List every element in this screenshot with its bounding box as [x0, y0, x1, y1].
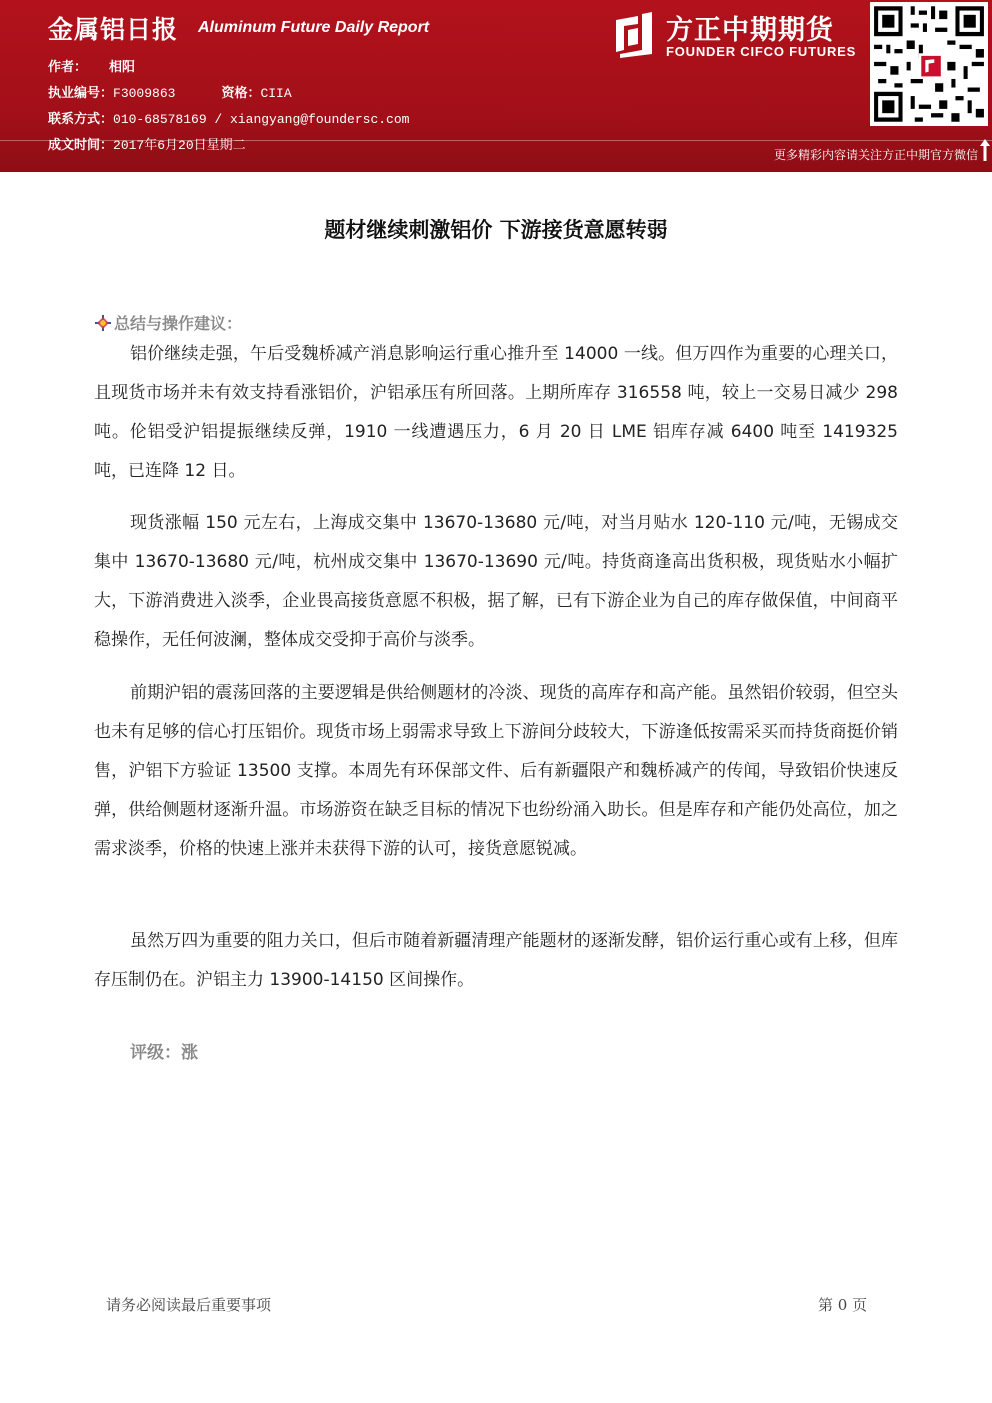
contact-label: 联系方式： — [48, 112, 114, 127]
company-logo — [608, 8, 868, 68]
paragraph-2: 现货涨幅 150 元左右，上海成交集中 13670-13680 元/吨，对当月贴水 120-110 元/吨，无锡成交集中 13670-13680 元/吨，杭州成交集中 13670-13690 元/吨。持货商逢高出货积极，现货贴水小幅扩大，下游消费进入淡季，企业畏高接货意愿不积极，据了解，已有下游企业为自己的库存做保值，中间商平稳操作，无任何波澜，整体成交受抑于高价与淡季。 — [94, 513, 898, 650]
contact-line — [48, 108, 409, 127]
qualification-label: 资格： — [221, 86, 261, 101]
report-header — [0, 0, 992, 172]
logo-text-en: FOUNDER CIFCO FUTURES — [666, 44, 857, 59]
paragraph-3: 前期沪铝的震荡回落的主要逻辑是供给侧题材的冷淡、现货的高库存和高产能。虽然铝价较弱，但空头也未有足够的信心打压铝价。现货市场上弱需求导致上下游间分歧较大，下游逢低按需采买而持货商挺价销售，沪铝下方验证 13500 支撑。本周先有环保部文件、后有新疆限产和魏桥减产的传闻，导致铝价快速反弹，供给侧题材逐渐升温。市场游资在缺乏目标的情况下也纷纷涌入助长。但是库存和产能仍处高位，加之需求淡季，价格的快速上涨并未获得下游的认可，接货意愿锐减。 — [94, 683, 898, 859]
author-value: 相阳 — [109, 60, 136, 75]
document-title: 题材继续刺激铝价 下游接货意愿转弱 — [324, 218, 668, 242]
diamond-bullet-icon — [94, 314, 112, 332]
rating-label: 评级：涨 — [130, 1043, 198, 1063]
author-label: 作者： — [48, 60, 88, 75]
footer-notice: 请务必阅读最后重要事项 — [106, 1296, 272, 1314]
date-value: 2017年6月20日星期二 — [113, 138, 246, 153]
section-heading-text: 总结与操作建议： — [114, 314, 243, 333]
paragraph-4: 虽然万四为重要的阻力关口，但后市随着新疆清理产能题材的逐渐发酵，铝价运行重心或有上移，但库存压制仍在。沪铝主力 13900-14150 区间操作。 — [94, 931, 898, 990]
date-label: 成文时间： — [48, 138, 114, 153]
logo-text-cn: 方正中期期货 — [666, 15, 834, 46]
founder-logo-icon — [608, 10, 658, 60]
report-title-en: Aluminum Future Daily Report — [198, 19, 430, 36]
date-line — [48, 134, 246, 153]
license-value: F3009863 — [113, 86, 176, 101]
author-line — [48, 56, 135, 75]
section-heading — [94, 311, 242, 334]
arrow-up-icon — [979, 138, 991, 162]
wechat-follow-note: 更多精彩内容请关注方正中期官方微信 — [773, 148, 978, 162]
license-label: 执业编号： — [48, 86, 114, 101]
page-number: 第 0 页 — [818, 1296, 868, 1314]
report-title-cn: 金属铝日报 — [48, 15, 179, 44]
wechat-qr-code — [870, 2, 988, 126]
contact-value: 010-68578169 / xiangyang@foundersc.com — [113, 112, 410, 127]
qualification-value: CIIA — [260, 86, 292, 101]
paragraph-1: 铝价继续走强，午后受魏桥减产消息影响运行重心推升至 14000 一线。但万四作为重要的心理关口，且现货市场并未有效支持看涨铝价，沪铝承压有所回落。上期所库存 316558 吨，较上一交易日减少 298 吨。伦铝受沪铝提振继续反弹，1910 一线遭遇压力，6 月 20 日 LME 铝库存减 6400 吨至 1419325 吨，已连降 12 日。 — [94, 344, 898, 481]
license-line — [48, 82, 292, 101]
qr-code-icon — [870, 2, 988, 126]
